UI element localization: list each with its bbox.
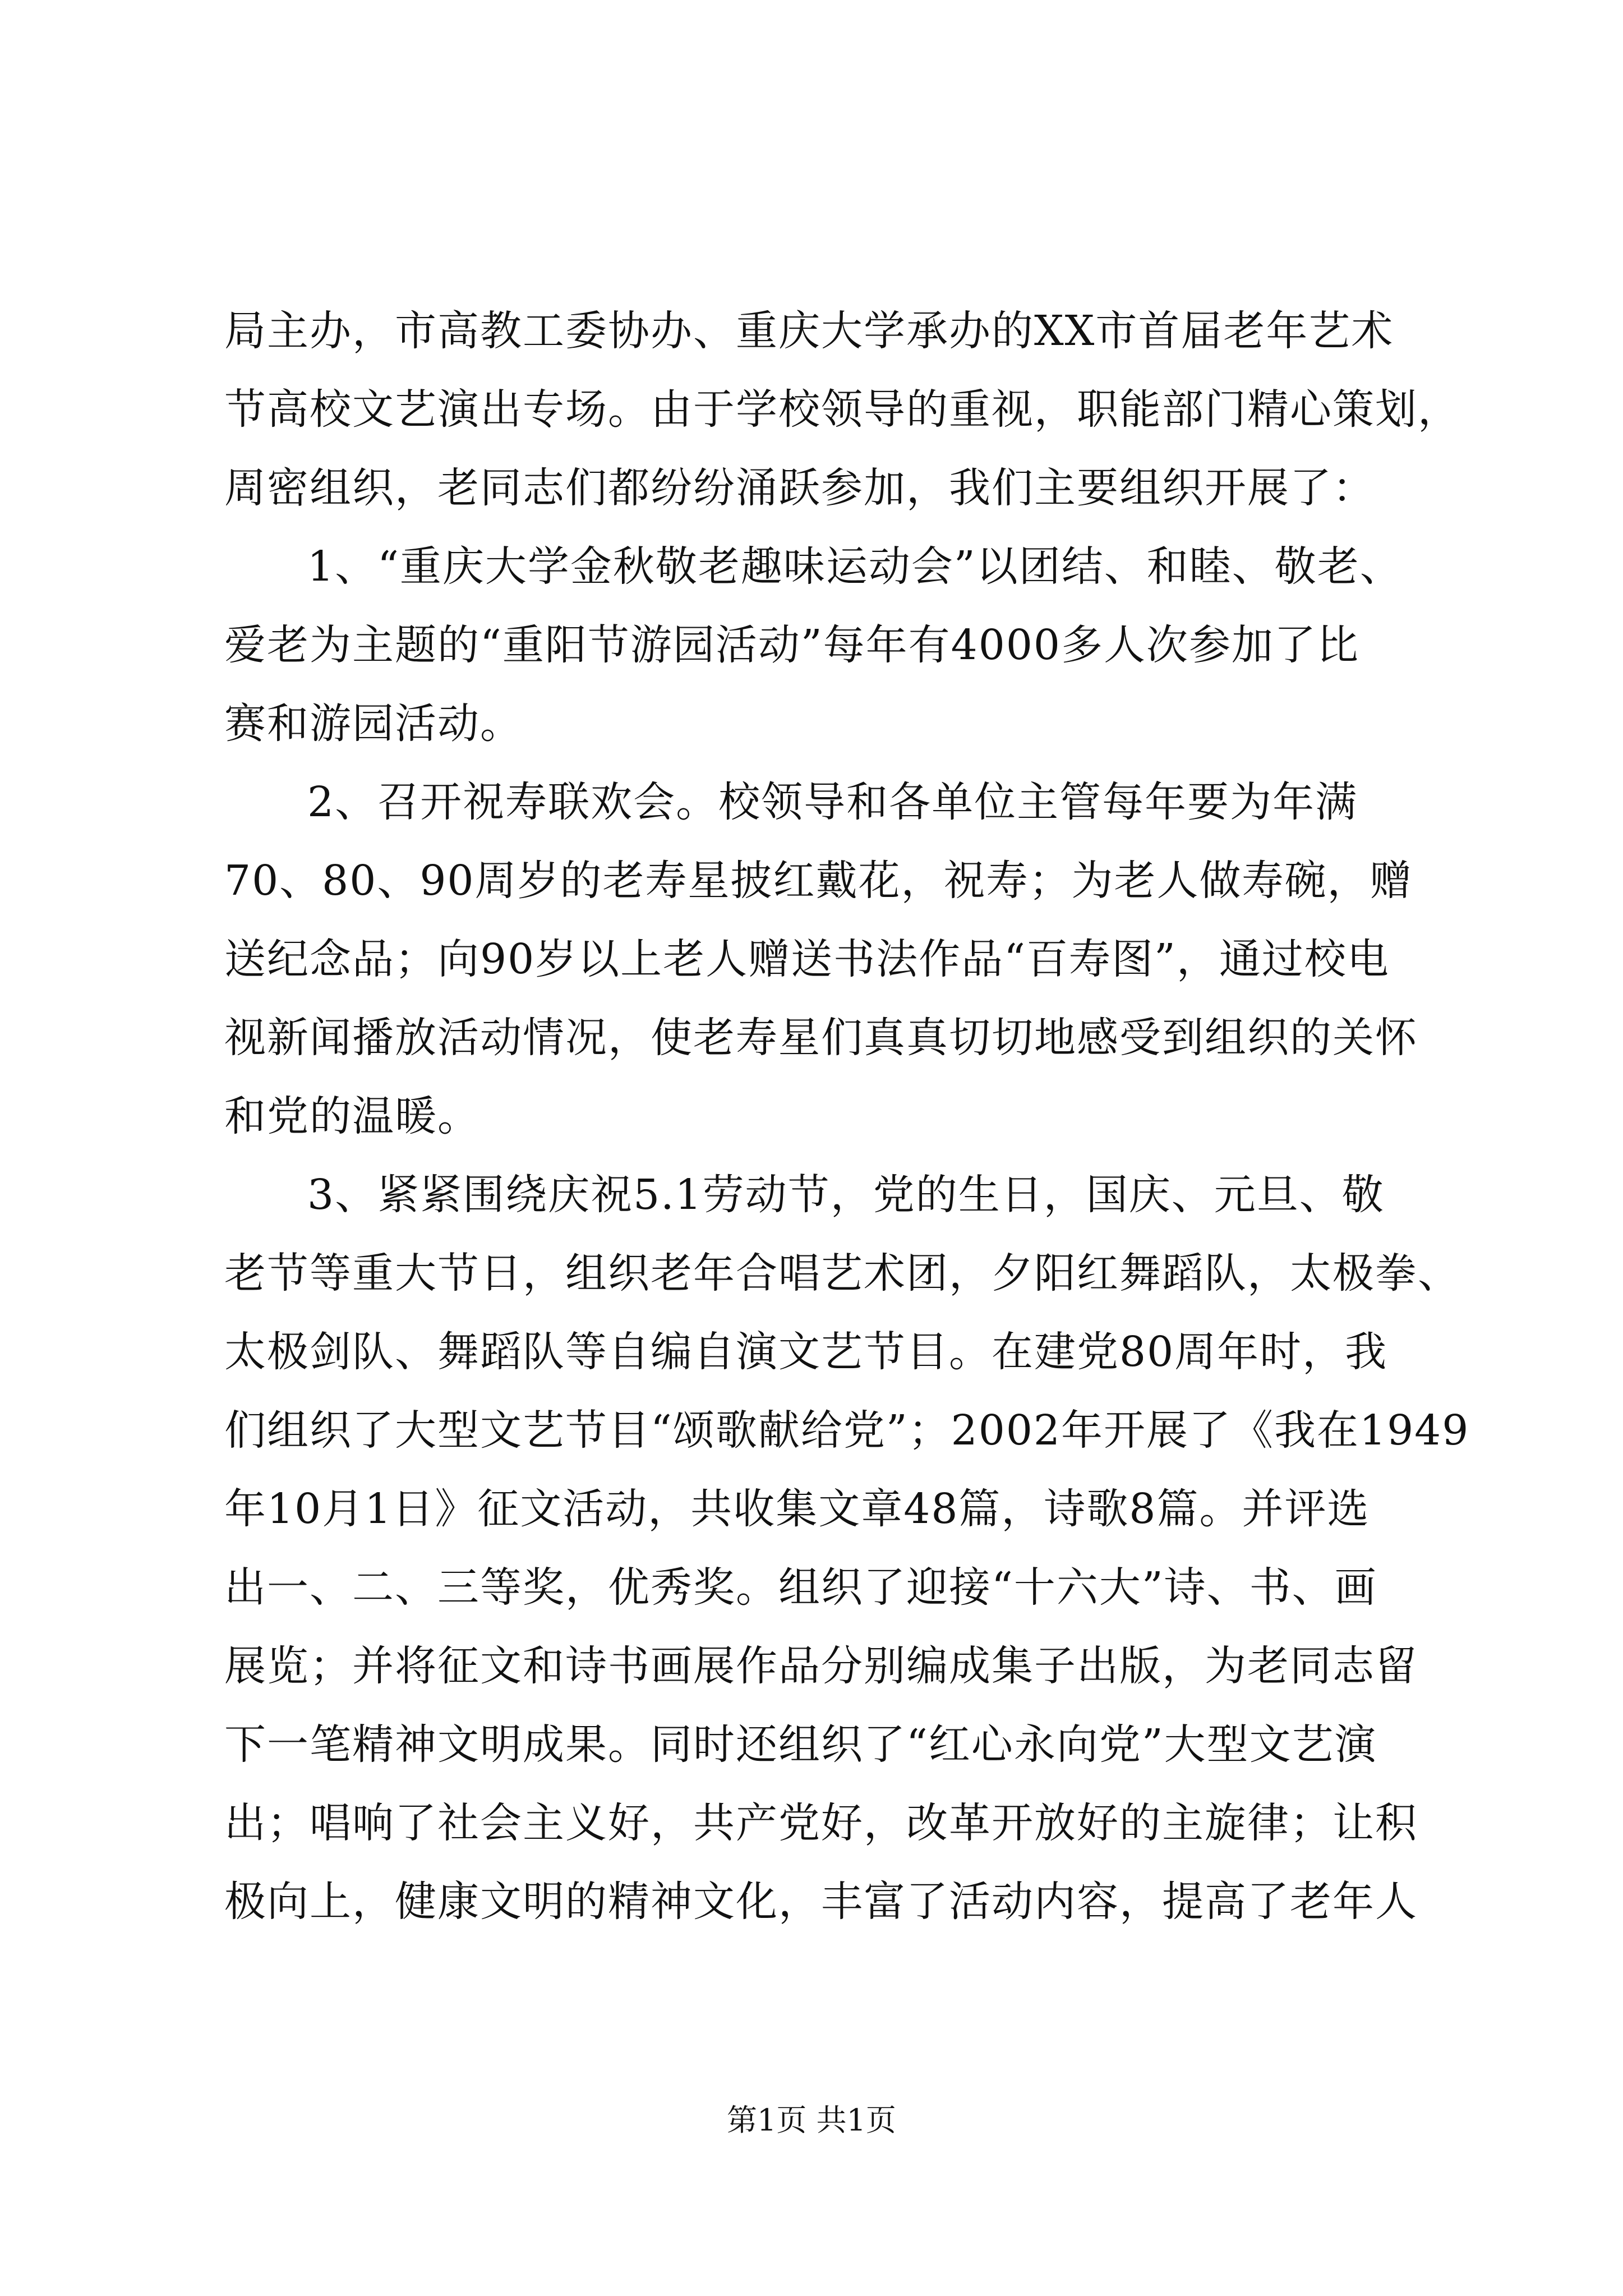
text-line: 局主办，市高教工委协办、重庆大学承办的XX市首届老年艺术: [224, 307, 1394, 355]
text-line: 出一、二、三等奖，优秀奖。组织了迎接“十六大”诗、书、画: [224, 1563, 1377, 1612]
text-line: 送纪念品；向90岁以上老人赠送书法作品“百寿图”，通过校电: [224, 935, 1390, 983]
text-line: 展览；并将征文和诗书画展作品分别编成集子出版，为老同志留: [224, 1642, 1418, 1690]
page-number-label: 第1页 共1页: [727, 2102, 896, 2138]
text-line: 周密组织，老同志们都纷纷涌跃参加，我们主要组织开展了：: [224, 464, 1375, 512]
text-line: 太极剑队、舞蹈队等自编自演文艺节目。在建党80周年时，我: [224, 1328, 1388, 1376]
text-line: 出；唱响了社会主义好，共产党好，改革开放好的主旋律；让积: [224, 1799, 1418, 1847]
paragraph-2-start: 2、召开祝寿联欢会。校领导和各单位主管每年要为年满: [307, 778, 1358, 826]
text-line: 节高校文艺演出专场。由于学校领导的重视，职能部门精心策划，: [224, 385, 1460, 434]
text-line: 年10月1日》征文活动，共收集文章48篇，诗歌8篇。并评选: [224, 1485, 1370, 1533]
text-line: 爱老为主题的“重阳节游园活动”每年有4000多人次参加了比: [224, 621, 1359, 669]
paragraph-3-start: 3、紧紧围绕庆祝5.1劳动节，党的生日，国庆、元旦、敬: [307, 1171, 1385, 1219]
text-line: 视新闻播放活动情况，使老寿星们真真切切地感受到组织的关怀: [224, 1014, 1418, 1062]
text-line: 极向上，健康文明的精神文化，丰富了活动内容，提高了老年人: [224, 1878, 1418, 1926]
text-line: 老节等重大节日，组织老年合唱艺术团，夕阳红舞蹈队，太极拳、: [224, 1249, 1460, 1297]
text-line: 70、80、90周岁的老寿星披红戴花，祝寿；为老人做寿碗，赠: [224, 857, 1413, 905]
text-line: 赛和游园活动。: [224, 700, 523, 748]
text-line: 下一笔精神文明成果。同时还组织了“红心永向党”大型文艺演: [224, 1720, 1377, 1769]
page-footer: [0, 2101, 1623, 2140]
document-body: [224, 292, 1470, 1941]
text-line: 和党的温暖。: [224, 1092, 480, 1140]
paragraph-1-start: 1、“重庆大学金秋敬老趣味运动会”以团结、和睦、敬老、: [307, 542, 1403, 591]
text-line: 们组织了大型文艺节目“颂歌献给党”；2002年开展了《我在1949: [224, 1406, 1470, 1455]
